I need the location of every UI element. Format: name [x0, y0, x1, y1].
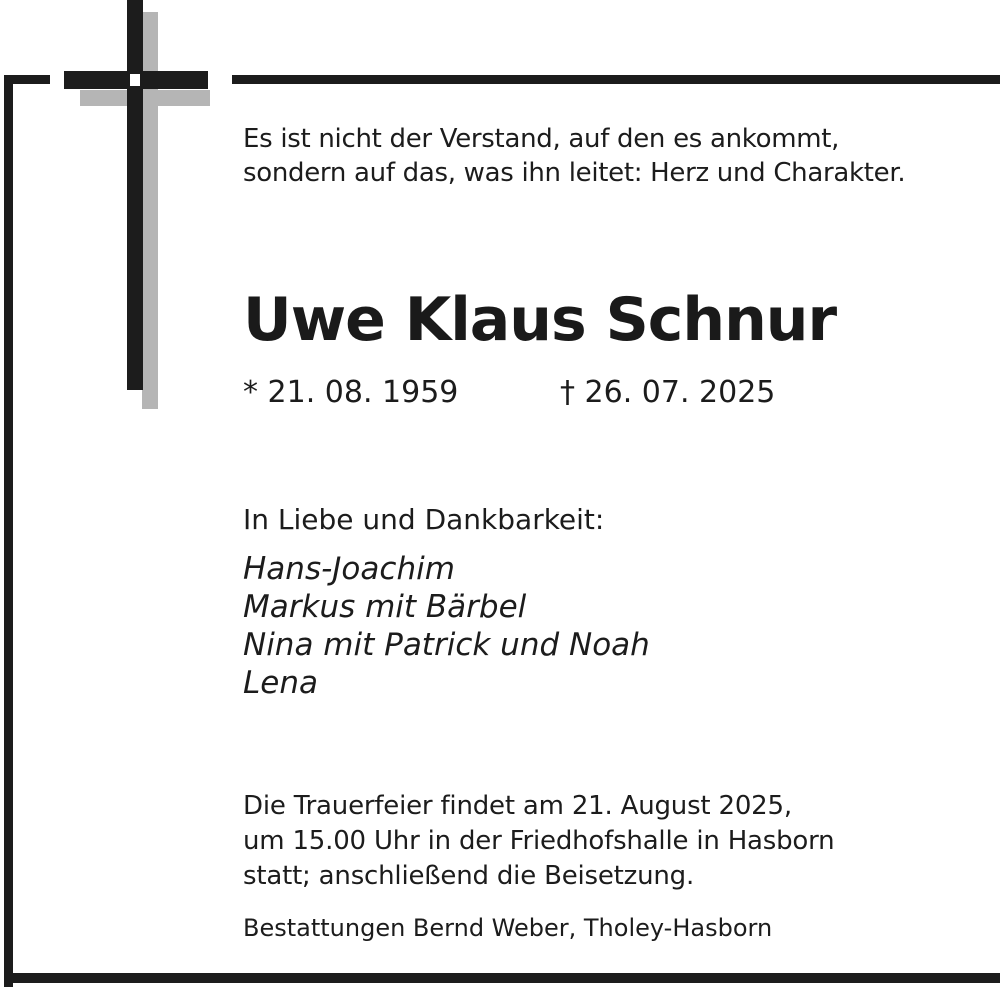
service-info — [243, 789, 834, 894]
frame-bottom-line — [4, 973, 1000, 983]
death-date: † 26. 07. 2025 — [560, 375, 776, 410]
mourners-intro: In Liebe und Dankbarkeit: — [243, 503, 605, 536]
mourners-list — [243, 550, 650, 702]
birth-date: * 21. 08. 1959 — [243, 375, 459, 410]
quote-line-2: sondern auf das, was ihn leitet: Herz und Charakter. — [243, 158, 906, 188]
deceased-name: Uwe Klaus Schnur — [243, 285, 837, 355]
cross-shadow-horizontal — [80, 90, 210, 106]
service-line-1: Die Trauerfeier findet am 21. August 2025, — [243, 791, 792, 821]
service-line-3: statt; anschließend die Beisetzung. — [243, 861, 695, 891]
service-line-2: um 15.00 Uhr in der Friedhofshalle in Hasborn — [243, 826, 835, 856]
mourner-name: Nina mit Patrick und Noah — [243, 627, 650, 663]
cross-center-highlight — [130, 74, 140, 86]
mourner-name: Markus mit Bärbel — [243, 589, 527, 625]
cross-vertical-bar — [127, 0, 143, 390]
frame-top-right-line — [232, 75, 1000, 84]
quote — [243, 122, 905, 190]
mourner-name: Lena — [243, 665, 318, 701]
frame-left-line — [4, 75, 13, 987]
mourner-name: Hans-Joachim — [243, 551, 455, 587]
quote-line-1: Es ist nicht der Verstand, auf den es ankommt, — [243, 124, 840, 154]
funeral-home: Bestattungen Bernd Weber, Tholey-Hasborn — [243, 914, 773, 942]
